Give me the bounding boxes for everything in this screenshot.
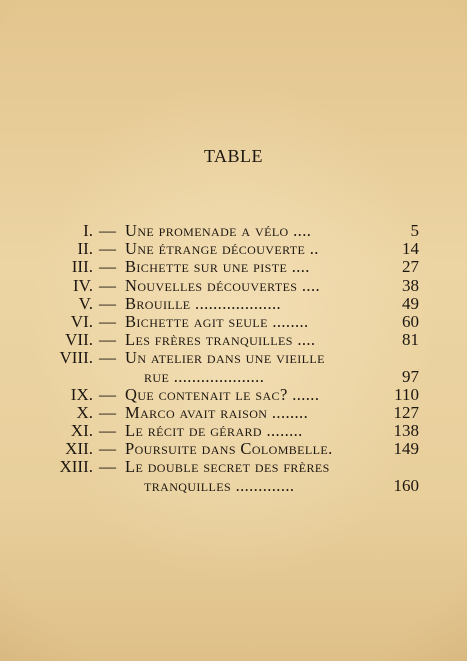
chapter-title: Les frères tranquilles .... — [125, 331, 316, 350]
page-number: 27 — [402, 257, 419, 277]
chapter-title: Une étrange découverte .. — [125, 240, 319, 259]
chapter-title: Nouvelles découvertes .... — [125, 276, 321, 295]
chapter-title-continuation: tranquilles ............. — [144, 476, 295, 495]
toc-entry — [0, 422, 467, 440]
chapter-dash: — — [99, 239, 116, 259]
chapter-title: Que contenait le sac? ...... — [125, 385, 320, 404]
chapter-dash: — — [99, 439, 116, 459]
chapter-number: VII. — [65, 330, 93, 350]
page-number: 49 — [402, 293, 419, 313]
chapter-title: Le double secret des frères — [125, 458, 330, 477]
chapter-number: X. — [76, 402, 93, 422]
chapter-dash: — — [99, 457, 116, 477]
page-number: 160 — [393, 475, 419, 495]
page-number: 60 — [402, 311, 419, 331]
toc-entry — [0, 258, 467, 276]
chapter-number: VI. — [70, 311, 93, 331]
chapter-dash: — — [99, 402, 116, 422]
page-number: 81 — [402, 330, 419, 350]
toc-entry — [0, 313, 467, 331]
page-number: 14 — [402, 239, 419, 259]
chapter-number: XI. — [70, 421, 93, 441]
chapter-number: I. — [83, 221, 93, 240]
chapter-dash: — — [99, 348, 116, 368]
chapter-title: Une promenade a vélo .... — [125, 222, 312, 240]
toc-entry — [0, 222, 467, 240]
page-number: 5 — [410, 221, 419, 240]
toc-entry — [0, 295, 467, 313]
chapter-dash: — — [99, 275, 116, 295]
chapter-title: Un atelier dans une vieille — [125, 349, 325, 368]
chapter-number: XII. — [65, 439, 93, 459]
page-number: 110 — [394, 384, 419, 404]
toc-entry — [0, 404, 467, 422]
chapter-title: Poursuite dans Colombelle. — [125, 440, 333, 459]
chapter-dash: — — [99, 293, 116, 313]
chapter-dash: — — [99, 384, 116, 404]
chapter-dash: — — [99, 311, 116, 331]
chapter-title: Le récit de gérard ........ — [125, 422, 303, 441]
toc-entry — [0, 440, 467, 458]
chapter-title: Bichette agit seule ........ — [125, 312, 309, 331]
chapter-number: V. — [78, 293, 93, 313]
page-number: 138 — [393, 421, 419, 441]
page-number: 38 — [402, 275, 419, 295]
page-number: 149 — [393, 439, 419, 459]
toc-entry — [0, 386, 467, 404]
chapter-number: II. — [77, 239, 93, 259]
page-number: 127 — [393, 402, 419, 422]
toc-entry — [0, 349, 467, 385]
table-of-contents — [0, 222, 467, 495]
toc-entry — [0, 277, 467, 295]
chapter-dash: — — [99, 330, 116, 350]
chapter-number: IX. — [70, 384, 93, 404]
chapter-dash: — — [99, 421, 116, 441]
chapter-number: XIII. — [59, 457, 93, 477]
chapter-title: Brouille ................... — [125, 294, 282, 313]
chapter-number: III. — [71, 257, 93, 277]
toc-entry — [0, 240, 467, 258]
chapter-number: VIII. — [59, 348, 93, 368]
toc-entry — [0, 331, 467, 349]
chapter-title: Bichette sur une piste .... — [125, 258, 310, 277]
chapter-number: IV. — [73, 275, 93, 295]
page-number: 97 — [402, 366, 419, 386]
chapter-title-continuation: rue .................... — [144, 367, 265, 386]
chapter-dash: — — [99, 221, 116, 240]
toc-entry — [0, 458, 467, 494]
chapter-dash: — — [99, 257, 116, 277]
chapter-title: Marco avait raison ........ — [125, 403, 309, 422]
page-title: TABLE — [203, 146, 264, 166]
